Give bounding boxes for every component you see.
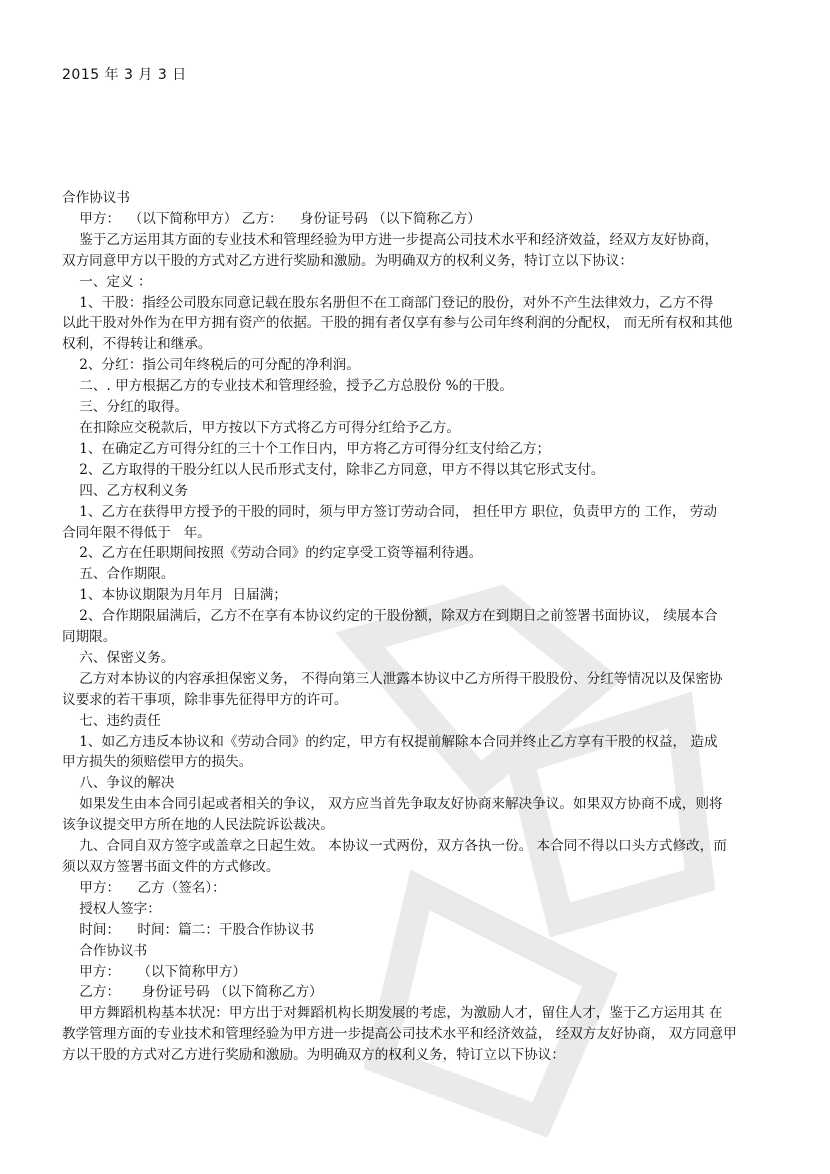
doc-title-2: 合作协议书 — [62, 942, 148, 959]
doc-line: 该争议提交甲方所在地的人民法院诉讼裁决。 — [62, 817, 334, 834]
doc-line: 以此干股对外作为在甲方拥有资产的依据。干股的拥有者仅享有参与公司年终利润的分配权， 而无所有权和其他 — [62, 315, 733, 332]
signature-line: 授权人签字： — [62, 900, 161, 917]
doc-line: 同期限。 — [62, 629, 117, 646]
doc-line: 如果发生由本合同引起或者相关的争议， 双方应当首先争取友好协商来解决争议。如果双方协商不成，则将 — [62, 796, 723, 813]
doc-line: 教学管理方面的专业技术和管理经验为甲方进一步提高公司技术水平和经济效益， 经双方友好协商， 双方同意甲 — [62, 1026, 737, 1043]
section-heading: 二、. 甲方根据乙方的专业技术和管理经验，授予乙方总股份 %的干股。 — [62, 378, 513, 395]
section-heading: 七、违约责任 — [62, 712, 161, 729]
section-heading: 六、保密义务。 — [62, 649, 175, 666]
doc-line: 双方同意甲方以干股的方式对乙方进行奖励和激励。为明确双方的权利义务，特订立以下协议： — [62, 252, 633, 269]
doc-line: 甲方舞蹈机构基本状况：甲方出于对舞蹈机构长期发展的考虑，为激励人才，留住人才，鉴于乙方运用其 在 — [62, 1005, 723, 1022]
section-heading: 八、争议的解决 — [62, 775, 175, 792]
doc-line: 1、在确定乙方可得分红的三十个工作日内，甲方将乙方可得分红支付给乙方； — [62, 440, 551, 457]
doc-line: 乙方对本协议的内容承担保密义务， 不得向第三人泄露本协议中乙方所得干股股份、分红等情况以及保密协 — [62, 670, 723, 687]
doc-line: 1、干股：指经公司股东同意记载在股东名册但不在工商部门登记的股份，对外不产生法律效力，乙方不得 — [62, 294, 714, 311]
doc-line: 方以干股的方式对乙方进行奖励和激励。为明确双方的权利义务，特订立以下协议： — [62, 1047, 565, 1064]
doc-line: 议要求的若干事项，除非事先征得甲方的许可。 — [62, 691, 348, 708]
section-heading: 四、乙方权利义务 — [62, 482, 189, 499]
signature-line: 时间： 时间：篇二：干股合作协议书 — [62, 921, 315, 938]
doc-line: 2、合作期限届满后，乙方不在享有本协议约定的干股份额，除双方在到期日之前签署书面协议， 续展本合 — [62, 608, 718, 625]
doc-line: 2、乙方在任职期间按照《劳动合同》的约定享受工资等福利待遇。 — [62, 545, 483, 562]
doc-line: 甲方： （以下简称甲方） 乙方： 身份证号码 （以下简称乙方） — [62, 210, 481, 227]
signature-line: 甲方： 乙方（签名）： — [62, 879, 226, 896]
doc-line: 2、乙方取得的干股分红以人民币形式支付，除非乙方同意，甲方不得以其它形式支付。 — [62, 461, 605, 478]
doc-line: 甲方： （以下简称甲方） — [62, 963, 247, 980]
doc-line: 须以双方签署书面文件的方式修改。 — [62, 859, 280, 875]
doc-line: 九、合同自双方签字或盖章之日起生效。 本协议一式两份，双方各执一份。 本合同不得以口头方式修改，而 — [62, 838, 727, 855]
doc-line: 鉴于乙方运用其方面的专业技术和管理经验为甲方进一步提高公司技术水平和经济效益，经双方友好协商， — [62, 231, 719, 248]
document-date: 2015 年 3 月 3 日 — [62, 67, 187, 83]
doc-line: 在扣除应交税款后，甲方按以下方式将乙方可得分红给予乙方。 — [62, 419, 460, 436]
doc-line: 2、分红：指公司年终税后的可分配的净利润。 — [62, 357, 360, 374]
section-heading: 三、分红的取得。 — [62, 399, 189, 416]
doc-line: 1、乙方在获得甲方授予的干股的同时，须与甲方签订劳动合同， 担任甲方 职位，负责甲方的 工作， 劳动 — [62, 503, 717, 520]
doc-line: 权利，不得转让和继承。 — [62, 336, 212, 353]
doc-line: 甲方损失的须赔偿甲方的损失。 — [62, 754, 253, 771]
doc-line: 合同年限不得低于 年。 — [62, 524, 211, 541]
section-heading: 一、定义 ： — [62, 273, 152, 290]
section-heading: 五、合作期限。 — [62, 566, 175, 583]
doc-line: 1、本协议期限为月年月 日届满； — [62, 587, 287, 604]
document-body — [62, 188, 774, 1066]
doc-title: 合作协议书 — [62, 190, 130, 206]
doc-line: 乙方： 身份证号码 （以下简称乙方） — [62, 984, 323, 1001]
doc-line: 1、如乙方违反本协议和《劳动合同》的约定，甲方有权提前解除本合同并终止乙方享有干股的权益， 造成 — [62, 733, 718, 750]
